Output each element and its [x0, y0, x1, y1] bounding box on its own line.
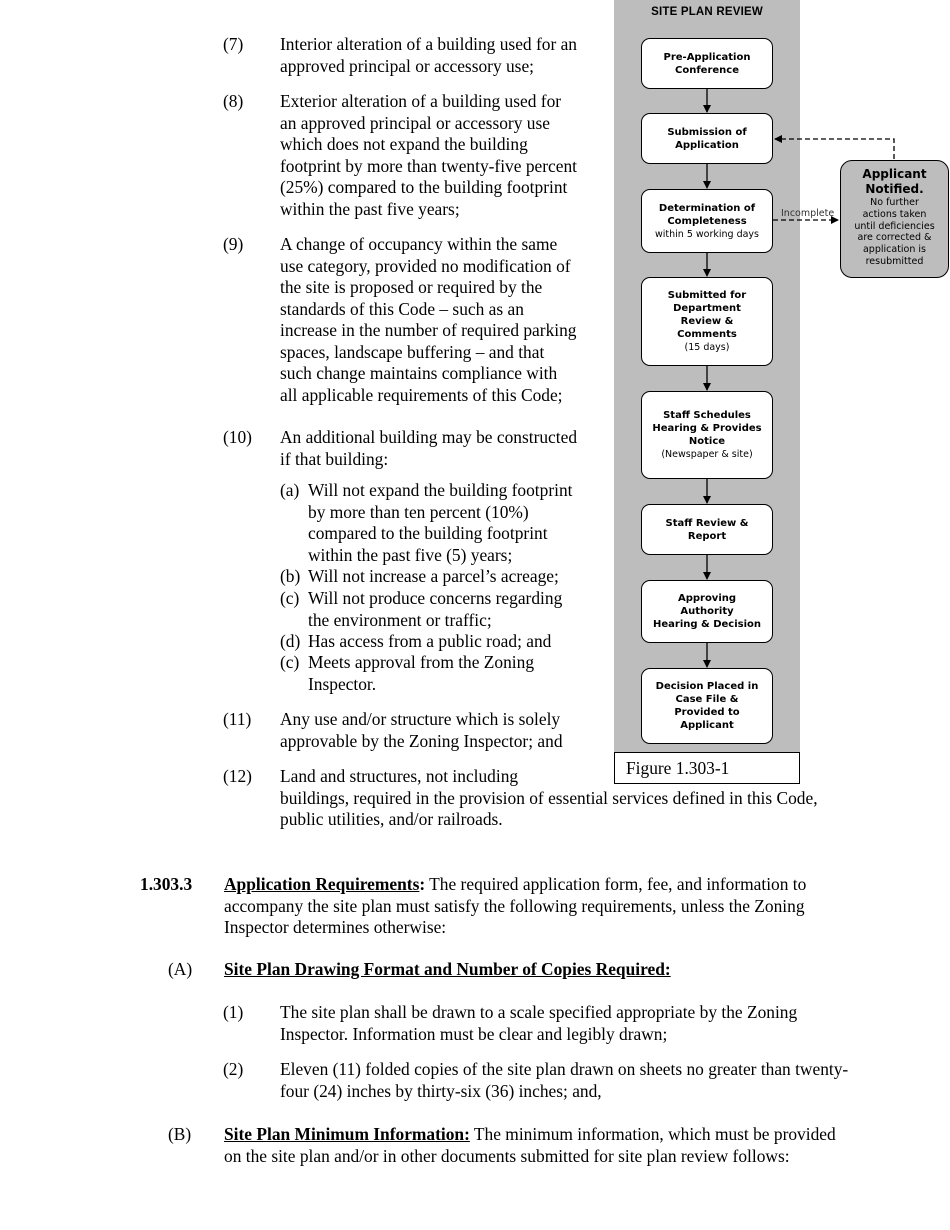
applicant-notified-box	[840, 160, 949, 278]
step-8-line-1: Decision Placed in	[655, 681, 759, 692]
step-1-line-1: Pre-Application	[663, 51, 751, 63]
sub-item-line: Inspector.	[308, 673, 377, 694]
item-9-line: standards of this Code – such as an	[280, 298, 524, 319]
subsection-a-number: (A)	[168, 959, 193, 979]
item-8-line: (25%) compared to the building footprint	[280, 177, 568, 197]
sub-item-d-number: (d)	[280, 631, 301, 651]
a-item-1-text	[280, 1002, 797, 1045]
sub-item-line: Will not expand the building footprint	[308, 480, 573, 500]
a-item-line: Inspector. Information must be clear and legibly drawn;	[280, 1023, 668, 1044]
step-8-line-3: Provided to	[674, 707, 740, 718]
section-line: The required application form, fee, and information to	[425, 874, 807, 894]
sub-item-d-text	[308, 631, 551, 653]
flowchart-title: SITE PLAN REVIEW	[651, 6, 763, 18]
notified-title-2: Notified.	[865, 182, 924, 196]
sub-item-line: the environment or traffic;	[308, 609, 492, 630]
item-7-number: (7)	[223, 34, 244, 54]
item-9-text	[280, 234, 577, 406]
a-item-1-number: (1)	[223, 1002, 244, 1022]
sub-item-a-text	[308, 480, 572, 566]
sub-item-line: Will not produce concerns regarding	[308, 588, 563, 608]
flow-step-decision-placed	[641, 668, 773, 744]
item-11-text	[280, 709, 563, 752]
item-8-number: (8)	[223, 91, 244, 111]
subsection-b-heading: Site Plan Minimum Information:	[224, 1124, 470, 1144]
step-5-line-2: Hearing & Provides	[652, 423, 762, 434]
item-11-line: Any use and/or structure which is solely	[280, 709, 561, 729]
notified-body-4: are corrected &	[857, 232, 932, 244]
item-11-line: approvable by the Zoning Inspector; and	[280, 730, 563, 751]
subsection-a-heading: Site Plan Drawing Format and Number of Copies Required:	[224, 959, 671, 979]
step-8-line-4: Applicant	[680, 720, 734, 731]
item-9-line: spaces, landscape buffering – and that	[280, 341, 545, 362]
section-first-line	[224, 874, 806, 896]
item-10-line: if that building:	[280, 448, 389, 469]
notified-body-2: actions taken	[862, 208, 927, 220]
item-9-line: A change of occupancy within the same	[280, 234, 558, 254]
item-12-text	[280, 766, 818, 831]
sub-item-c-number: (c)	[280, 588, 300, 608]
step-8-line-2: Case File &	[675, 694, 739, 705]
section-line: Inspector determines otherwise:	[224, 917, 447, 937]
flow-step-submission	[641, 113, 773, 164]
flow-step-department-review	[641, 277, 773, 366]
step-4-line-3: Review &	[680, 316, 734, 327]
step-4-line-4: Comments	[677, 329, 737, 340]
notified-title-1: Applicant	[862, 167, 927, 181]
section-text	[224, 874, 806, 939]
item-9-number: (9)	[223, 234, 244, 254]
item-10-line: An additional building may be constructed	[280, 427, 578, 447]
sub-item-line: compared to the building footprint	[308, 523, 548, 543]
section-line: accompany the site plan must satisfy the following requirements, unless the Zoning	[224, 895, 805, 916]
item-10-number: (10)	[223, 427, 252, 447]
flow-step-completeness	[641, 189, 773, 253]
step-4-line-1: Submitted for	[667, 290, 747, 301]
step-5-line-3: Notice	[688, 436, 726, 447]
item-12-line: Land and structures, not including	[280, 766, 519, 786]
item-8-line: footprint by more than twenty-five percent	[280, 155, 577, 176]
notified-body-5: application is	[862, 244, 926, 256]
sub-item-line: Will not increase a parcel’s acreage;	[308, 566, 559, 586]
item-12-line: buildings, required in the provision of essential services defined in this Code,	[280, 787, 818, 808]
flow-step-staff-review	[641, 504, 773, 555]
step-7-line-2: Authority	[680, 606, 734, 617]
item-8-line: which does not expand the building	[280, 134, 528, 154]
sub-item-e-number: (c)	[280, 652, 300, 672]
flow-step-staff-schedules	[641, 391, 773, 479]
sub-item-line: by more than ten percent (10%)	[308, 501, 529, 522]
item-8-line: within the past five years;	[280, 198, 460, 219]
sub-item-a-number: (a)	[280, 480, 300, 500]
subsection-b-first-line	[224, 1124, 836, 1146]
section-number: 1.303.3	[140, 874, 193, 894]
item-9-line: all applicable requirements of this Code;	[280, 384, 563, 405]
arrow-resubmit	[775, 139, 894, 159]
subsection-b-text	[224, 1124, 836, 1167]
section-heading: Application Requirements	[224, 874, 420, 894]
step-7-line-1: Approving	[677, 593, 737, 604]
item-8-line: Exterior alteration of a building used for	[280, 91, 562, 111]
notified-body-6: resubmitted	[865, 255, 924, 267]
section-heading-colon: :	[419, 874, 426, 894]
item-10-text	[280, 427, 577, 470]
step-5-sub: (Newspaper & site)	[661, 449, 753, 460]
a-item-2-number: (2)	[223, 1059, 244, 1079]
step-6-line-2: Report	[687, 530, 727, 542]
item-9-line: increase in the number of required parking	[280, 320, 577, 340]
item-8-line: an approved principal or accessory use	[280, 112, 550, 133]
sub-item-b-number: (b)	[280, 566, 301, 586]
subsection-b-line: The minimum information, which must be provided	[469, 1124, 836, 1144]
step-2-line-1: Submission of	[667, 126, 747, 138]
sub-item-c-text	[308, 588, 562, 631]
step-7-line-3: Hearing & Decision	[652, 619, 762, 630]
sub-item-line: Has access from a public road; and	[308, 631, 552, 651]
notified-body-1: No further	[870, 197, 919, 208]
sub-item-e-text	[308, 652, 534, 695]
item-7-text	[280, 34, 577, 77]
sub-item-line: Meets approval from the Zoning	[308, 652, 535, 672]
a-item-line: The site plan shall be drawn to a scale specified appropriate by the Zoning	[280, 1002, 798, 1022]
subsection-b-line: on the site plan and/or in other documents submitted for site plan review follows:	[224, 1145, 790, 1166]
item-9-line: such change maintains compliance with	[280, 363, 558, 383]
item-7-line: approved principal or accessory use;	[280, 55, 534, 76]
flow-step-pre-application	[641, 38, 773, 89]
step-3-line-1: Determination of	[658, 202, 756, 214]
item-12-number: (12)	[223, 766, 252, 786]
item-9-line: the site is proposed or required by the	[280, 277, 543, 297]
incomplete-label: Incomplete	[781, 208, 835, 219]
step-1-line-2: Conference	[674, 64, 739, 76]
notified-body-3: until deficiencies	[854, 220, 935, 232]
item-12-line: public utilities, and/or railroads.	[280, 809, 503, 829]
step-4-sub: (15 days)	[684, 342, 730, 353]
figure-caption: Figure 1.303-1	[614, 752, 800, 784]
step-3-sub: within 5 working days	[654, 228, 760, 240]
a-item-line: Eleven (11) folded copies of the site plan drawn on sheets no greater than twenty-	[280, 1059, 849, 1079]
sub-item-line: within the past five (5) years;	[308, 544, 513, 565]
a-item-2-text	[280, 1059, 848, 1102]
step-6-line-1: Staff Review &	[665, 517, 749, 529]
item-9-line: use category, provided no modification of	[280, 255, 571, 276]
item-7-line: Interior alteration of a building used for an	[280, 34, 577, 54]
a-item-line: four (24) inches by thirty-six (36) inches; and,	[280, 1080, 602, 1101]
subsection-b-number: (B)	[168, 1124, 192, 1144]
step-4-line-2: Department	[673, 303, 741, 314]
step-3-line-2: Completeness	[667, 215, 747, 227]
step-5-line-1: Staff Schedules	[663, 410, 751, 421]
item-11-number: (11)	[223, 709, 252, 729]
item-8-text	[280, 91, 577, 220]
flow-step-approving-authority	[641, 580, 773, 643]
step-2-line-2: Application	[675, 139, 739, 151]
sub-item-b-text	[308, 566, 559, 588]
